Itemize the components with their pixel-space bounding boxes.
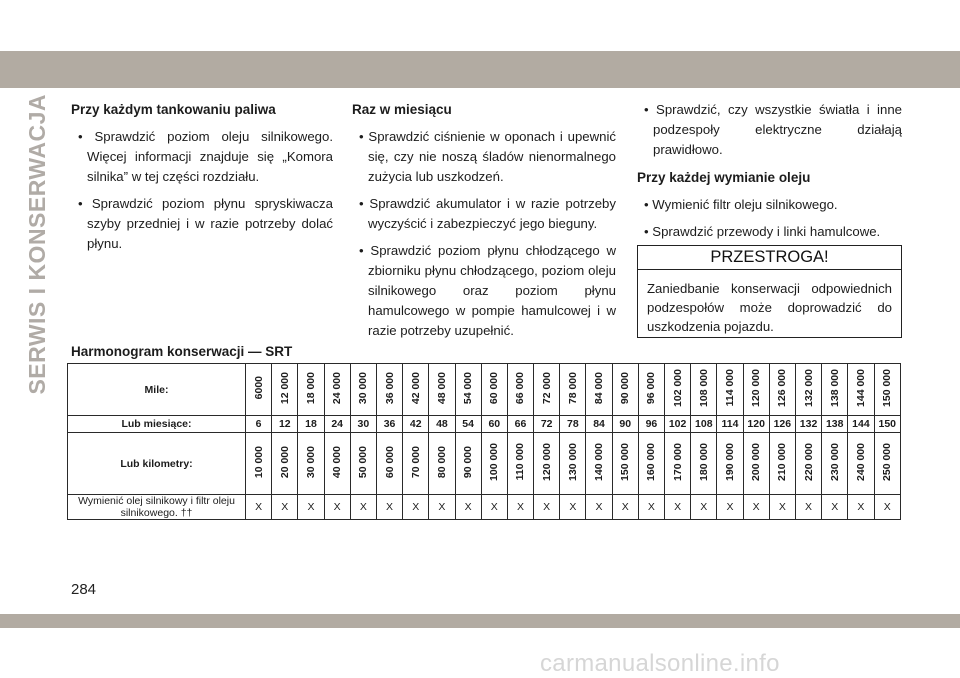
- bullet-item: • Sprawdzić poziom płynu chłodzącego w zbiorniku płynu chłodzącego, poziom oleju silnikowego oraz poziom płynu hamulcowego w pompie hamulcowej i w razie potrzeby uzupełnić.: [359, 243, 616, 338]
- mile-cell: [638, 364, 664, 416]
- mile-cell-text: 24 000: [331, 371, 344, 405]
- oil-mark-cell: X: [822, 495, 848, 520]
- bullet-item: • Sprawdzić ciśnienie w oponach i upewnić się, czy nie noszą śladów nienormalnego zużycia lub uszkodzeń.: [359, 129, 616, 184]
- warning-text: Zaniedbanie konserwacji odpowiednich podzespołów może doprowadzić do uszkodzenia pojazdu.: [647, 281, 892, 334]
- km-cell: [665, 433, 691, 495]
- row-miles: [68, 364, 901, 416]
- oil-mark-cell: X: [769, 495, 795, 520]
- mile-cell-text: 102 000: [671, 369, 684, 407]
- page-number: 284: [71, 581, 97, 598]
- heading-refuel: Przy każdym tankowaniu paliwa: [71, 102, 276, 117]
- oil-mark-cell: X: [272, 495, 298, 520]
- header-band: [0, 51, 960, 88]
- oil-mark-cell: X: [324, 495, 350, 520]
- mile-cell: [743, 364, 769, 416]
- mile-cell-text: 12 000: [278, 371, 291, 405]
- mile-cell: [822, 364, 848, 416]
- mile-cell-text: 42 000: [409, 371, 422, 405]
- mile-cell: [376, 364, 402, 416]
- km-cell: [691, 433, 717, 495]
- mile-cell-text: 132 000: [802, 369, 815, 407]
- month-cell: 24: [324, 416, 350, 433]
- mile-cell: [560, 364, 586, 416]
- oil-mark-cell: X: [403, 495, 429, 520]
- month-cell: 12: [272, 416, 298, 433]
- month-cell: 78: [560, 416, 586, 433]
- mile-cell: [507, 364, 533, 416]
- mile-cell-text: 138 000: [828, 369, 841, 407]
- km-cell: [429, 433, 455, 495]
- row-label-miles: Mile:: [68, 364, 246, 416]
- km-cell: [795, 433, 821, 495]
- km-cell-text: 220 000: [802, 443, 815, 481]
- km-cell-text: 110 000: [514, 443, 527, 481]
- warning-box: [637, 245, 902, 338]
- km-cell-text: 70 000: [409, 445, 422, 479]
- km-cell-text: 30 000: [304, 445, 317, 479]
- oil-mark-cell: X: [586, 495, 612, 520]
- km-cell-text: 240 000: [854, 443, 867, 481]
- km-cell: [403, 433, 429, 495]
- mile-cell: [586, 364, 612, 416]
- km-cell: [376, 433, 402, 495]
- bullet-item: • Sprawdzić, czy wszystkie światła i inne podzespoły elektryczne działają prawidłowo.: [644, 102, 902, 157]
- month-cell: 138: [822, 416, 848, 433]
- mile-cell: [534, 364, 560, 416]
- mile-cell-text: 144 000: [854, 369, 867, 407]
- month-cell: 42: [403, 416, 429, 433]
- month-cell: 114: [717, 416, 743, 433]
- mile-cell: [481, 364, 507, 416]
- oil-mark-cell: X: [612, 495, 638, 520]
- km-cell: [612, 433, 638, 495]
- month-cell: 72: [534, 416, 560, 433]
- month-cell: 60: [481, 416, 507, 433]
- oil-mark-cell: X: [874, 495, 901, 520]
- mile-cell-text: 30 000: [357, 371, 370, 405]
- mile-cell-text: 90 000: [619, 371, 632, 405]
- watermark-text: carmanualsonline.info: [540, 650, 780, 677]
- oil-mark-cell: X: [246, 495, 272, 520]
- km-cell: [586, 433, 612, 495]
- month-cell: 108: [691, 416, 717, 433]
- km-cell-text: 140 000: [593, 443, 606, 481]
- mile-cell: [612, 364, 638, 416]
- km-cell-text: 50 000: [357, 445, 370, 479]
- mile-cell: [665, 364, 691, 416]
- km-cell-text: 200 000: [750, 443, 763, 481]
- mile-cell-text: 6000: [252, 376, 265, 400]
- km-cell-text: 230 000: [828, 443, 841, 481]
- month-cell: 30: [350, 416, 376, 433]
- mile-cell-text: 120 000: [750, 369, 763, 407]
- mile-cell-text: 84 000: [593, 371, 606, 405]
- km-cell-text: 210 000: [776, 443, 789, 481]
- mile-cell-text: 18 000: [304, 371, 317, 405]
- km-cell-text: 130 000: [566, 443, 579, 481]
- month-cell: 48: [429, 416, 455, 433]
- mile-cell-text: 66 000: [514, 371, 527, 405]
- km-cell: [822, 433, 848, 495]
- oil-mark-cell: X: [795, 495, 821, 520]
- km-cell-text: 160 000: [645, 443, 658, 481]
- month-cell: 66: [507, 416, 533, 433]
- month-cell: 132: [795, 416, 821, 433]
- mile-cell: [272, 364, 298, 416]
- footer-band: [0, 614, 960, 628]
- km-cell-text: 120 000: [540, 443, 553, 481]
- mile-cell: [298, 364, 324, 416]
- month-cell: 18: [298, 416, 324, 433]
- km-cell-text: 90 000: [462, 445, 475, 479]
- mile-cell-text: 36 000: [383, 371, 396, 405]
- maintenance-schedule-table: [67, 363, 901, 520]
- mile-cell-text: 150 000: [881, 369, 894, 407]
- month-cell: 90: [612, 416, 638, 433]
- row-months: [68, 416, 901, 433]
- mile-cell: [324, 364, 350, 416]
- km-cell-text: 20 000: [278, 445, 291, 479]
- mile-cell: [848, 364, 874, 416]
- column-oil-change: [637, 100, 902, 249]
- mile-cell-text: 96 000: [645, 371, 658, 405]
- oil-mark-cell: X: [848, 495, 874, 520]
- bullet-item: • Sprawdzić przewody i linki hamulcowe.: [644, 224, 881, 239]
- km-cell: [455, 433, 481, 495]
- column-refuel: [71, 100, 333, 261]
- mile-cell-text: 126 000: [776, 369, 789, 407]
- month-cell: 126: [769, 416, 795, 433]
- oil-mark-cell: X: [507, 495, 533, 520]
- mile-cell: [350, 364, 376, 416]
- oil-mark-cell: X: [481, 495, 507, 520]
- bullet-item: • Sprawdzić poziom płynu spryskiwacza szyby przedniej i w razie potrzeby dolać płynu.: [78, 196, 333, 251]
- mile-cell: [795, 364, 821, 416]
- row-km: [68, 433, 901, 495]
- mile-cell: [717, 364, 743, 416]
- km-cell-text: 60 000: [383, 445, 396, 479]
- mile-cell: [429, 364, 455, 416]
- km-cell: [534, 433, 560, 495]
- oil-mark-cell: X: [638, 495, 664, 520]
- month-cell: 96: [638, 416, 664, 433]
- mile-cell: [246, 364, 272, 416]
- section-side-title: [20, 95, 54, 395]
- oil-mark-cell: X: [743, 495, 769, 520]
- month-cell: 84: [586, 416, 612, 433]
- km-cell-text: 170 000: [671, 443, 684, 481]
- oil-mark-cell: X: [376, 495, 402, 520]
- km-cell-text: 150 000: [619, 443, 632, 481]
- km-cell-text: 190 000: [723, 443, 736, 481]
- mile-cell-text: 48 000: [435, 371, 448, 405]
- row-oil-change: [68, 495, 901, 520]
- bullet-item: • Sprawdzić akumulator i w razie potrzeby wyczyścić i zabezpieczyć jego bieguny.: [359, 196, 616, 231]
- oil-mark-cell: X: [350, 495, 376, 520]
- heading-oil-change: Przy każdej wymianie oleju: [637, 170, 811, 185]
- km-cell: [848, 433, 874, 495]
- warning-title: PRZESTROGA!: [638, 246, 901, 270]
- km-cell-text: 80 000: [435, 445, 448, 479]
- month-cell: 36: [376, 416, 402, 433]
- km-cell: [560, 433, 586, 495]
- km-cell: [874, 433, 901, 495]
- month-cell: 150: [874, 416, 901, 433]
- column-monthly: [352, 100, 616, 348]
- row-label-months: Lub miesiące:: [68, 416, 246, 433]
- km-cell: [481, 433, 507, 495]
- mile-cell-text: 108 000: [697, 369, 710, 407]
- km-cell: [769, 433, 795, 495]
- km-cell-text: 180 000: [697, 443, 710, 481]
- month-cell: 54: [455, 416, 481, 433]
- mile-cell: [874, 364, 901, 416]
- km-cell: [272, 433, 298, 495]
- mile-cell: [455, 364, 481, 416]
- bullet-item: • Sprawdzić poziom oleju silnikowego. Więcej informacji znajduje się „Komora silnika” w tej części rozdziału.: [78, 129, 333, 184]
- mile-cell: [403, 364, 429, 416]
- row-label-km: Lub kilometry:: [68, 433, 246, 495]
- mile-cell-text: 60 000: [488, 371, 501, 405]
- oil-mark-cell: X: [534, 495, 560, 520]
- oil-mark-cell: X: [298, 495, 324, 520]
- month-cell: 120: [743, 416, 769, 433]
- mile-cell: [769, 364, 795, 416]
- oil-mark-cell: X: [560, 495, 586, 520]
- bullet-item: • Wymienić filtr oleju silnikowego.: [644, 197, 838, 212]
- km-cell-text: 100 000: [488, 443, 501, 481]
- km-cell: [743, 433, 769, 495]
- oil-mark-cell: X: [665, 495, 691, 520]
- oil-mark-cell: X: [429, 495, 455, 520]
- month-cell: 144: [848, 416, 874, 433]
- km-cell-text: 40 000: [331, 445, 344, 479]
- km-cell: [298, 433, 324, 495]
- km-cell: [638, 433, 664, 495]
- section-title-text: SERWIS I KONSERWACJA: [23, 94, 50, 395]
- km-cell: [246, 433, 272, 495]
- oil-mark-cell: X: [455, 495, 481, 520]
- month-cell: 102: [665, 416, 691, 433]
- mile-cell-text: 54 000: [462, 371, 475, 405]
- km-cell: [717, 433, 743, 495]
- km-cell-text: 250 000: [881, 443, 894, 481]
- km-cell: [507, 433, 533, 495]
- mile-cell: [691, 364, 717, 416]
- schedule-title: Harmonogram konserwacji — SRT: [71, 344, 293, 359]
- heading-monthly: Raz w miesiącu: [352, 102, 452, 117]
- mile-cell-text: 72 000: [540, 371, 553, 405]
- row-label-oil: Wymienić olej silnikowy i filtr oleju silnikowego. ††: [68, 495, 246, 520]
- km-cell: [324, 433, 350, 495]
- oil-mark-cell: X: [717, 495, 743, 520]
- mile-cell-text: 78 000: [566, 371, 579, 405]
- km-cell: [350, 433, 376, 495]
- month-cell: 6: [246, 416, 272, 433]
- oil-mark-cell: X: [691, 495, 717, 520]
- mile-cell-text: 114 000: [723, 369, 736, 407]
- km-cell-text: 10 000: [252, 445, 265, 479]
